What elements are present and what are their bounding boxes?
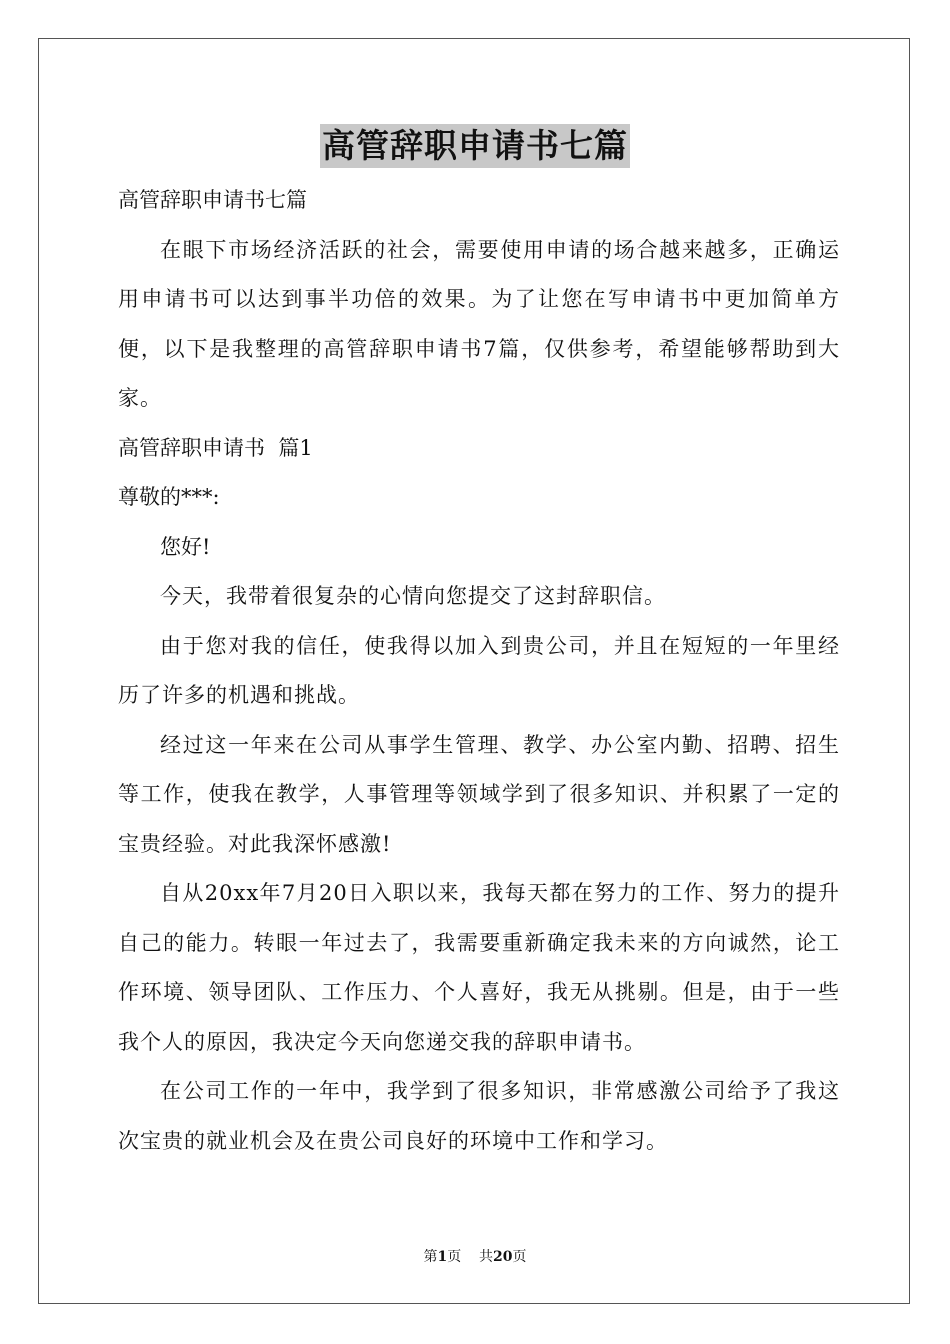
total-prefix: 共 bbox=[479, 1249, 494, 1265]
greeting: 您好! bbox=[160, 534, 211, 559]
paragraph: 自从20xx年7月20日入职以来，我每天都在努力的工作、努力的提升自己的能力。转眼一年过去了，我需要重新确定我未来的方向诚然，论工作环境、领导团队、工作压力、个人喜好，我无从挑剔。但是，由于一些我个人的原因，我决定今天向您递交我的辞职申请书。 bbox=[118, 881, 840, 1054]
paragraph: 今天，我带着很复杂的心情向您提交了这封辞职信。 bbox=[160, 584, 666, 608]
document-subtitle: 高管辞职申请书七篇 bbox=[118, 188, 307, 212]
section-heading: 高管辞职申请书 篇1 bbox=[118, 435, 313, 460]
document-body bbox=[118, 176, 840, 1166]
paragraph: 在公司工作的一年中，我学到了很多知识，非常感激公司给予了我这次宝贵的就业机会及在贵公司良好的环境中工作和学习。 bbox=[118, 1079, 840, 1153]
page-suffix: 页 bbox=[447, 1249, 462, 1265]
page-current: 1 bbox=[437, 1249, 448, 1265]
intro-paragraph: 在眼下市场经济活跃的社会，需要使用申请的场合越来越多，正确运用申请书可以达到事半功倍的效果。为了让您在写申请书中更加简单方便，以下是我整理的高管辞职申请书7篇，仅供参考，希望能够帮助到大家。 bbox=[118, 237, 840, 410]
title-wrap bbox=[0, 124, 950, 168]
total-suffix: 页 bbox=[512, 1249, 527, 1265]
page-footer bbox=[0, 1246, 950, 1266]
paragraph: 由于您对我的信任，使我得以加入到贵公司，并且在短短的一年里经历了许多的机遇和挑战。 bbox=[118, 633, 840, 707]
salutation: 尊敬的***: bbox=[118, 485, 220, 509]
page-total: 20 bbox=[493, 1249, 513, 1265]
page-prefix: 第 bbox=[423, 1249, 438, 1265]
paragraph: 经过这一年来在公司从事学生管理、教学、办公室内勤、招聘、招生等工作，使我在教学，人事管理等领域学到了很多知识、并积累了一定的宝贵经验。对此我深怀感激! bbox=[118, 732, 840, 856]
document-title: 高管辞职申请书七篇 bbox=[320, 124, 630, 168]
